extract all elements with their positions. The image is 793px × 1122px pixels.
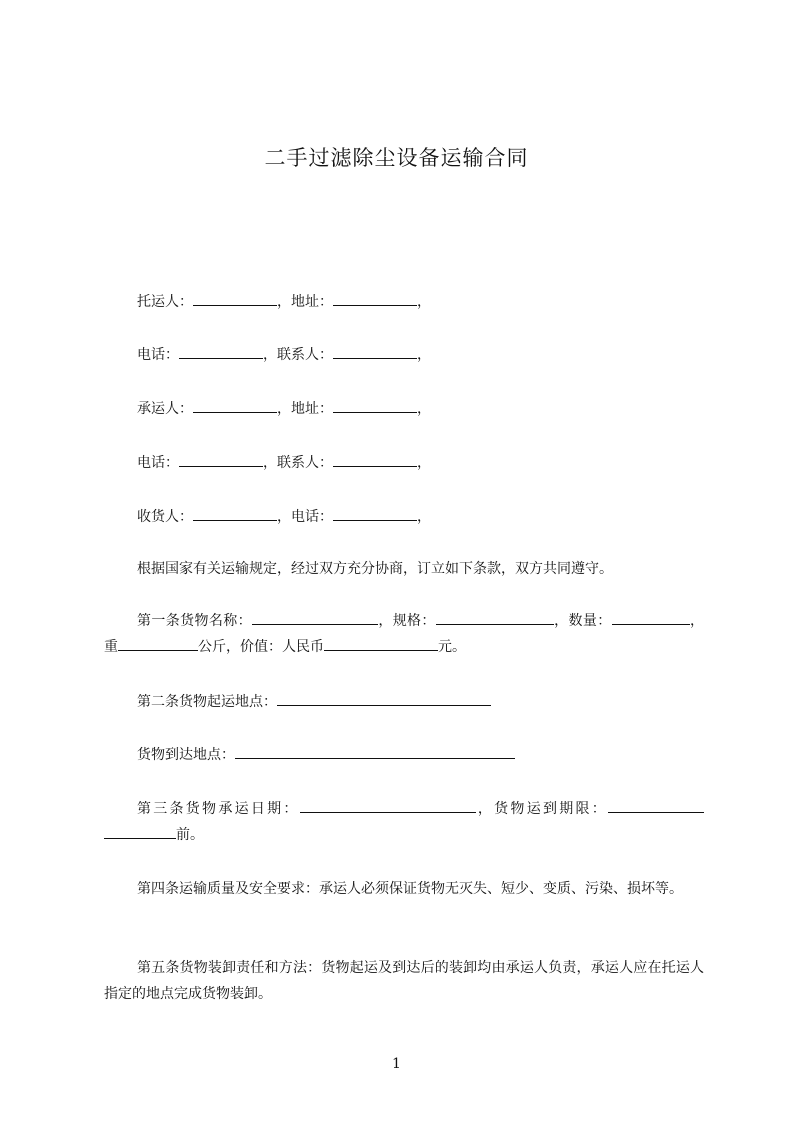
page-number: 1 <box>392 1056 401 1072</box>
deadline-blank <box>608 799 704 813</box>
article-4: 第四条运输质量及安全要求：承运人必须保证货物无灭失、短少、变质、污染、损坏等。 <box>137 881 683 897</box>
shipper-phone-line <box>137 345 431 364</box>
address-label: ，地址： <box>277 401 333 417</box>
article-2-destination <box>137 745 515 764</box>
destination-blank <box>235 745 515 759</box>
carrier-line <box>137 399 431 418</box>
spec-label: ，规格： <box>377 613 436 629</box>
punctuation: ， <box>417 401 431 417</box>
goods-name-label: 第一条货物名称： <box>137 613 252 629</box>
article-5: 第五条货物装卸责任和方法：货物起运及到达后的装卸均由承运人负责，承运人应在托运人指定的地点完成货物装卸。 <box>104 960 704 1002</box>
punctuation: ， <box>417 347 431 363</box>
punctuation: ， <box>417 294 431 310</box>
consignee-blank <box>193 507 277 521</box>
value-label: 公斤，价值：人民币 <box>198 639 324 655</box>
consignee-label: 收货人： <box>137 509 193 525</box>
carrier-contact-blank <box>333 453 417 467</box>
article-1 <box>104 608 704 660</box>
phone-label: 电话： <box>137 347 179 363</box>
weight-blank <box>118 637 198 651</box>
shipper-address-blank <box>333 292 417 306</box>
quantity-label: ，数量： <box>553 613 612 629</box>
weight-label: ，重 <box>104 613 705 655</box>
carrier-address-blank <box>333 399 417 413</box>
phone-label: 电话： <box>137 455 179 471</box>
shipper-contact-blank <box>333 345 417 359</box>
quantity-blank <box>612 611 676 625</box>
consignee-phone-label: ，电话： <box>277 509 333 525</box>
origin-label: 第二条货物起运地点： <box>137 694 277 710</box>
carrier-blank <box>193 399 277 413</box>
destination-label: 货物到达地点： <box>137 747 235 763</box>
address-label: ，地址： <box>277 294 333 310</box>
yuan-label: 元。 <box>438 639 466 655</box>
before-label: 前。 <box>176 827 204 843</box>
shipper-line <box>137 292 431 311</box>
ship-date-blank <box>300 799 476 813</box>
ship-date-label: 第三条货物承运日期： <box>137 801 300 817</box>
document-title: 二手过滤除尘设备运输合同 <box>264 146 529 170</box>
value-blank <box>324 637 438 651</box>
carrier-label: 承运人： <box>137 401 193 417</box>
shipper-blank <box>193 292 277 306</box>
punctuation: ， <box>417 455 431 471</box>
contact-label: ，联系人： <box>263 347 333 363</box>
shipper-label: 托运人： <box>137 294 193 310</box>
origin-blank <box>277 692 491 706</box>
deadline-label: ，货物运到期限： <box>475 801 609 817</box>
shipper-phone-blank <box>179 345 263 359</box>
carrier-phone-line <box>137 453 431 472</box>
article-2-origin <box>137 692 491 711</box>
intro-paragraph: 根据国家有关运输规定，经过双方充分协商，订立如下条款，双方共同遵守。 <box>137 561 613 577</box>
article-3 <box>104 796 704 848</box>
contact-label: ，联系人： <box>263 455 333 471</box>
punctuation: ， <box>417 509 431 525</box>
goods-name-blank <box>252 611 378 625</box>
quantity-blank-cont <box>676 611 690 625</box>
consignee-phone-blank <box>333 507 417 521</box>
deadline-blank-cont <box>104 825 176 839</box>
spec-blank <box>436 611 554 625</box>
carrier-phone-blank <box>179 453 263 467</box>
consignee-line <box>137 507 431 526</box>
